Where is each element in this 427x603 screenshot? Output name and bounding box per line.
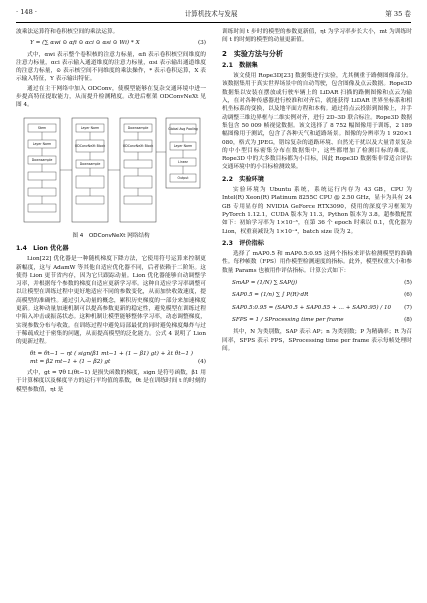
block-label: Downsample bbox=[127, 125, 149, 130]
equation-number: (3) bbox=[197, 40, 206, 47]
paragraph: 训练时间 t 步时的模型的参数更新值，ηt 为学习率步长大小，mt 为训练时间 t 的时刻的模型的动量更新值。 bbox=[222, 29, 412, 44]
block-label: Global Avg Pooling bbox=[168, 126, 198, 131]
flow-arrows bbox=[42, 132, 183, 204]
equation-number: (4) bbox=[197, 358, 206, 365]
header-rule bbox=[16, 22, 411, 23]
block-label: Stem bbox=[37, 125, 47, 130]
formula-number: (5) bbox=[404, 280, 412, 287]
network-diagram bbox=[16, 112, 206, 230]
section-heading: 1.4 Lion 优化器 bbox=[16, 244, 69, 252]
paragraph: 波乘法运算符和卷积核空间的乘法运算。 bbox=[16, 29, 119, 35]
subsection-heading: 2.2 实验环境 bbox=[222, 175, 264, 183]
figure-caption: 图 4 ODConvNeXt 网络结构 bbox=[72, 232, 150, 239]
block-label: Layer Norm bbox=[80, 125, 100, 130]
subsection-heading: 2.1 数据集 bbox=[222, 61, 258, 69]
left-column bbox=[16, 28, 206, 395]
paragraph: Lion[22] 优化器是一种随机梯度下降方法，它使用符号运算来控制更新幅度，这与 AdamW 等其他自适应优化器不同，后者依赖于二阶矩。这使得 Lion 更节省内存，因为它只跟踪动量。Lion 优化器能够自动调整学习率，并根据每个参数的梯度自适应更新学习率。这种自适应学习率调整可以让模型在训练过程中更好地适应不同的参数变化，从而加快收敛速度，提高模型的准确性。通过引入动量的概念，累积历史梯度的一部分来加速梯度更新。这种动量加速机制可以提高参数更新的稳定性，避免模型在训练过程中陷入冲击或振荡状态。这种机制让模型能够整体学习率，动态调整梯度，实现参数分布与收敛。在训练过程中避免局部最优的同时避免梯度爆炸与过于稀疏成过于密集的问题，从而提高模型的泛化能力。公式 4 说明了 Lion 的更新过程。 bbox=[16, 256, 206, 346]
paragraph: 式中，αwi 表示整个卷积核的注意力标量，αfi 表示卷积核空间维度的注意力标量，αci 表示输入通道维度的注意力标量，αsi 表示输出通道维度的注意力标量，⊙ 表示核空间不同维度的乘法操作，* 表示卷积运算，X 表示输入特征，Y 表示输出特征。 bbox=[16, 51, 206, 83]
journal-name: 计算机技术与发展 bbox=[184, 10, 238, 18]
equation-4 bbox=[16, 350, 206, 367]
formula-body: SAP0.5:0.95 = (SAP0.5 + SAP0.55 + … + SAP0.95) / 10 bbox=[232, 304, 392, 311]
subsection-heading: 2.3 评价指标 bbox=[222, 239, 264, 247]
block-label: Output bbox=[177, 175, 189, 180]
page-number: · 148 · bbox=[16, 8, 37, 16]
volume-label: 第 35 卷 bbox=[385, 10, 411, 18]
paragraph: 选择了 mAP0.5 和 mAP0.5:0.95 这两个指标来评估检测模型的准确性。每秒帧数（FPS）用作模型检测速度的指标。此外，模型权重大小和参数量 Params 也被用作评估指标。计算公式如下： bbox=[222, 251, 412, 274]
block-label: Downsample bbox=[31, 157, 53, 162]
block-label: ODConvNeXt Block bbox=[122, 143, 154, 148]
running-header bbox=[16, 8, 411, 20]
formula-7 bbox=[222, 304, 412, 312]
equation-3 bbox=[16, 39, 206, 47]
block-label: Downsample bbox=[79, 161, 101, 166]
right-column bbox=[222, 28, 412, 354]
paragraph: 式中，gt = ∇θ L(θt−1) 是损失函数的梯度，sign 是符号函数，β1 用于计算梯度以及梯度平方的运行平均值的系数，θt 是在训练时间 t 的时刻的模型参数值，ηt 是 bbox=[16, 370, 206, 393]
formula-number: (7) bbox=[404, 304, 412, 311]
equation-row bbox=[30, 358, 206, 366]
block-label: Layer Norm bbox=[173, 143, 193, 148]
paragraph: 其中，N 为类别数，SAP 表示 AP；n 为类别数；P 为精确率；R 为召回率，SFPS 表示 FPS，SProcessing time per frame 表示每帧处理时间。 bbox=[222, 329, 412, 352]
formula-6 bbox=[222, 291, 412, 299]
formula-body: SAP0.5 = (1/n) ∑ ∫ P(R)·dR bbox=[232, 292, 309, 299]
formula-8 bbox=[222, 316, 412, 324]
formula-body: SmAP = (1/N) ∑ SAP(j) bbox=[232, 280, 298, 287]
equation-line: mt = β2 mt−1 + (1 − β2) gt bbox=[30, 358, 111, 365]
section-heading: 2 实验方法与分析 bbox=[222, 49, 283, 58]
formula-body: SFPS = 1 / SProcessing time per frame bbox=[232, 316, 344, 323]
paragraph: 实验环境为 Ubuntu 系统，系统运行内存为 43 GB，CPU 为 Intel(R) Xeon(R) Platinum 8255C CPU @ 2.50 GHz，显卡为具有 24 GB 专用显存的 NVIDIA GeForce RTX3090，使用的深度学习框架为 PyTorch 1.12.1，CUDA 版本为 11.3，Python 版本为 3.8。超参数配置如下：初始学习率为 1×10⁻³，在第 36 个 epoch 时乘以 0.1，优化器为 Lion，权重衰减设为 1×10⁻⁴，batch size 设为 2。 bbox=[222, 187, 412, 235]
equation-body: Y = (∑ αwi ⊙ αfi ⊙ αci ⊙ αsi ⊙ Wi) * X bbox=[30, 40, 140, 47]
block-label: Layer Norm bbox=[32, 141, 52, 146]
block-label: Linear bbox=[178, 159, 188, 164]
formula-number: (6) bbox=[404, 292, 412, 299]
formula-5 bbox=[222, 279, 412, 287]
paragraph: 该文使用 Rope3D[23] 数据集进行实验，尤其侧重于路侧图像部分。该数据集用于真实世界场景中的自动驾驶，包含图像及点云数据。Rope3D 数据集以安装在摆放或行驶车辆上的 LiDAR 扫描的路侧图像和点云为输入，在对各种传感器进行校准和对齐后，就能获得 LiDAR 世界坐标系和相机坐标系的变换，以及地平面方程和本构。通过将点云投影到图像上，并手动调整三维边界框与二维实例对齐，进行 2D–3D 联合标注。Rope3D 数据集包含 50 009 帧视觉数据。该文选择了 8 752 幅图像用于训练，2 189 幅图像用于测试，包含了各种天气和道路场景。图像的分辨率为 1 920×1 080，格式为 JPEG，错综复杂的道路环境、自然光干扰以及大量背景复杂的中小型目标密集分布在数据集中，这些都增加了检测目标的难度。Rope3D 中的大多数目标都为小目标，因此 Rope3D 数据集非常适合评估交通环境中的小目标检测效果。 bbox=[222, 73, 412, 171]
formula-number: (8) bbox=[404, 316, 412, 323]
figure-4-network bbox=[16, 112, 206, 230]
equation-line: θt = θt−1 − ηt ( sign(β1 mt−1 + (1 − β1) gt) + λt θt−1 ) bbox=[30, 350, 194, 357]
paragraph: 通过在主干网络中加入 ODConv，使模型能够在复杂交通环境中进一步提高特征提取能力，从而提升检测精度。改进后框架 ODConvNeXt 见图 4。 bbox=[16, 85, 206, 109]
block-label: ODConvNeXt Block bbox=[74, 143, 106, 148]
